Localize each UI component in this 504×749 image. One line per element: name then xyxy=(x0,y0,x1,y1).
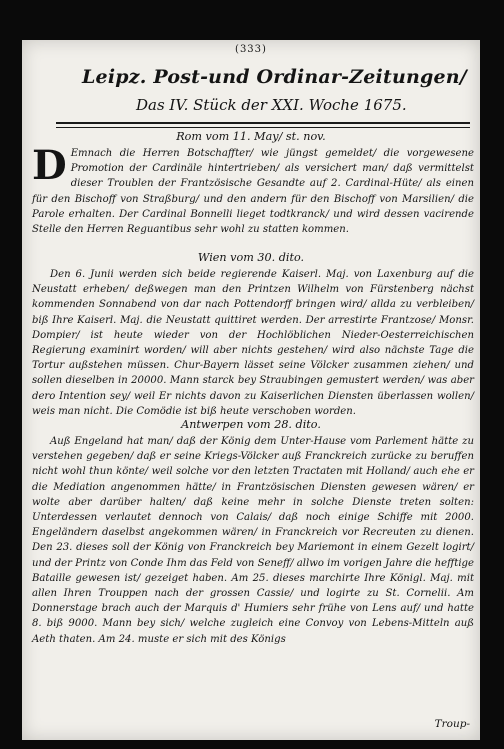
masthead-rule xyxy=(56,122,470,124)
catchword: Troup- xyxy=(434,718,470,730)
newspaper-page xyxy=(22,40,480,740)
dateline-vienna: Wien vom 30. dito. xyxy=(197,251,305,264)
page-number: (333) xyxy=(235,44,267,55)
dateline-antwerp: Antwerpen vom 28. dito. xyxy=(181,418,321,431)
dateline-rome: Rom vom 11. May/ st. nov. xyxy=(176,130,326,143)
masthead-title: Leipz. Post-und Ordinar-Zeitungen/ xyxy=(82,66,467,88)
masthead-rule-thin xyxy=(56,127,470,128)
drop-cap: D xyxy=(32,142,67,189)
article-antwerp: Auß Engeland hat man/ daß der König dem Unter-Hause vom Parlement hätte zu verstehen gegeben/ daß er seine Kriegs-Völcker auß Franckreich zurücke zu beruffen nicht wohl thun könte/ weil solche vor den letzten Tractaten mit Holland/ auch ehe er die Mediation angenommen hätte/ in Frantzösischen Diensten gewesen wären/ er wolte aber darüber halten/ daß keine mehr in solche Dienste treten solten: Unterdessen verlautet dennoch von Calais/ daß noch einige Schiffe mit 2000. Engeländern daselbst angekommen wären/ in Franckreich vor Recreuten zu dienen. Den 23. dieses soll der König von Franckreich bey Mariemont in einem Gezelt logirt/ und der Printz von Conde Ihm das Feld von Seneff/ allwo im vorigen Jahre die hefftige Bataille gewesen ist/ gezeiget haben. Am 25. dieses marchirte Ihre Königl. Maj. mit allen Ihren Trouppen nach der grossen Cassie/ und logirte zu St. Cornelii. Am Donnerstage brach auch der Marquis d' Humiers sehr frühe von Lens auf/ und hatte 8. biß 9000. Mann bey sich/ welche zugleich eine Convoy von Lebens-Mitteln auß Aeth thaten. Am 24. muste er sich mit des Königs xyxy=(32,436,474,645)
article-rome-text: Emnach die Herren Botschaffter/ wie jüngst gemeldet/ die vorgewesene Promotion der Cardinäle hintertrieben/ als versichert man/ daß vermittelst dieser Troublen der Frantzösische Gesandte auf 2. Cardinal-Hüte/ als einen für den Bischoff von Straßburg/ und den andern für den Bischoff von Marsilien/ die Parole erhalten. Der Cardinal Bonnelli lieget todtkranck/ und wird dessen vacirende Stelle den Herren Reguantibus sehr wohl zu statten kommen. xyxy=(32,148,474,236)
article-vienna: Den 6. Junii werden sich beide regierende Kaiserl. Maj. von Laxenburg auf die Neustatt erheben/ deßwegen man den Printzen Wilhelm von Fürstenberg nächst kommenden Sonnabend von dar nach Pottendorff bringen wird/ allda zu verbleiben/ biß Ihre Kaiserl. Maj. die Neustatt quittiret werden. Der arrestirte Frantzose/ Monsr. Dompier/ ist heute wieder von der Hochlöblichen Nieder-Oesterreichischen Regierung examinirt worden/ will aber nichts gestehen/ wird also nächste Tage die Tortur außstehen müssen. Chur-Bayern lässet seine Völcker zusammen ziehen/ und sollen dieselben in 20000. Mann starck bey Straubingen gemustert werden/ was aber dero Intention sey/ weil Er nichts davon zu Kaiserlichen Diensten überlassen wollen/ weis man nicht. Die Comödie ist biß heute verschoben worden. xyxy=(32,269,474,417)
article-rome xyxy=(32,142,474,237)
masthead-subtitle: Das IV. Stück der XXI. Woche 1675. xyxy=(136,96,407,114)
